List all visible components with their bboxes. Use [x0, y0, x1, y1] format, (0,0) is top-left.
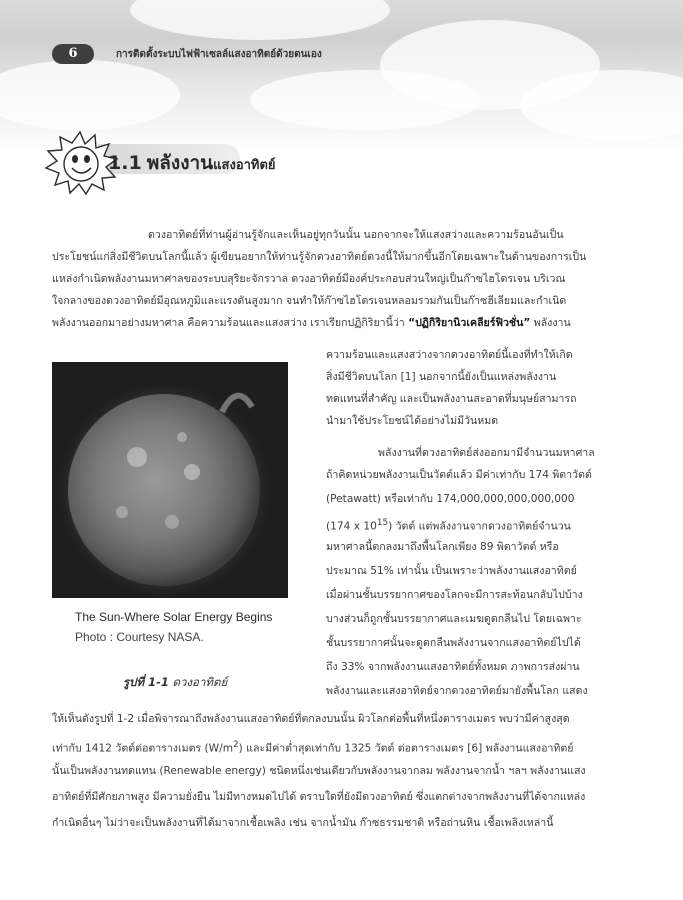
body-line: นำมาใช้ประโยชน์ได้อย่างไม่มีวันหมด [326, 415, 499, 427]
body-text: พลังงาน [530, 317, 571, 329]
body-line [52, 316, 571, 330]
body-line: ใจกลางของดวงอาทิตย์มีอุณหภูมิและแรงดันสูงมาก จนทำให้ก๊าซไฮโดรเจนหลอมรวมกันเป็นก๊าซฮีเลียมและกำเนิด [52, 295, 567, 307]
section-heading [108, 148, 276, 178]
photo-caption-credit: Photo : Courtesy NASA. [75, 630, 204, 644]
power-expression: (174 x 10 [326, 520, 377, 533]
section-title-large: พลังงาน [146, 152, 214, 174]
page-number: 6 [68, 46, 78, 61]
body-text: เท่ากับ 1412 วัตต์ต่อตารางเมตร (W/m [52, 742, 234, 755]
section-number: 1.1 [108, 152, 142, 174]
figure-title: ดวงอาทิตย์ [168, 675, 228, 689]
exponent: 15 [376, 518, 389, 528]
body-line: ชั้นบรรยากาศนั้นจะดูดกลืนพลังงานจากแสงอาทิตย์ไปได้ [326, 637, 581, 649]
running-title: การติดตั้งระบบไฟฟ้าเซลล์แสงอาทิตย์ด้วยตนเอง [116, 49, 322, 60]
body-line: ทดแทนที่สำคัญ และเป็นพลังงานสะอาดที่มนุษย์สามารถ [326, 393, 577, 405]
body-line: แหล่งกำเนิดพลังงานมหาศาลของระบบสุริยะจักรวาล ดวงอาทิตย์มีองค์ประกอบส่วนใหญ่เป็นก๊าซไฮโดรเจน บริเวณ [52, 273, 566, 285]
power-expression-close: ) [388, 520, 393, 533]
body-line: ประโยชน์แก่สิ่งมีชีวิตบนโลกนี้แล้ว ผู้เขียนอยากให้ท่านรู้จักดวงอาทิตย์ดวงนี้ให้มากขึ้นอีกโดยเฉพาะในด้านของการเป็น [52, 251, 587, 263]
body-line: ดวงอาทิตย์ที่ท่านผู้อ่านรู้จักและเห็นอยู่ทุกวันนั้น นอกจากจะให้แสงสว่างและความร้อนอันเป็น [148, 229, 564, 241]
body-line: ความร้อนและแสงสว่างจากดวงอาทิตย์นี้เองที่ทำให้เกิด [326, 349, 573, 361]
figure-label [123, 674, 227, 692]
section-title-small: แสงอาทิตย์ [213, 158, 276, 173]
cloud-shape [130, 0, 390, 40]
body-line: เมื่อผ่านชั้นบรรยากาศของโลกจะมีการสะท้อนกลับไปบ้าง [326, 589, 583, 601]
body-line [52, 738, 573, 756]
body-line: นั้นเป็นพลังงานทดแทน (Renewable energy) ชนิดหนึ่งเช่นเดียวกับพลังงานจากลม พลังงานจากน้ำ ฯลฯ พลังงานแสง [52, 765, 586, 777]
exponent: 2 [233, 740, 239, 750]
body-line [326, 516, 571, 534]
body-line: อาทิตย์ที่มีศักยภาพสูง มีความยั่งยืน ไม่มีทางหมดไปได้ ตราบใดที่ยังมีดวงอาทิตย์ ซึ่งแตกต่างจากพลังงานที่ได้จากแหล่ง [52, 791, 586, 803]
body-line: มหาศาลนี้ตกลงมาถึงพื้นโลกเพียง 89 พิตาวัตต์ หรือ [326, 541, 559, 553]
body-text: ) และมีค่าต่ำสุดเท่ากับ 1325 วัตต์ ต่อตารางเมตร [6] พลังงานแสงอาทิตย์ [238, 742, 574, 755]
cloud-shape [0, 60, 180, 130]
sun-photo [52, 362, 288, 598]
sun-image [52, 362, 288, 598]
body-line: สิ่งมีชีวิตบนโลก [1] นอกจากนี้ยังเป็นแหล่งพลังงาน [326, 371, 557, 383]
body-line: พลังงานและแสงอาทิตย์จากดวงอาทิตย์มายังพื้นโลก แสดง [326, 685, 588, 697]
body-line: พลังงานที่ดวงอาทิตย์ส่งออกมามีจำนวนมหาศาล [378, 447, 595, 459]
cloud-shape [250, 70, 480, 130]
body-text: วัตต์ แต่พลังงานจากดวงอาทิตย์จำนวน [395, 520, 571, 533]
body-line: บางส่วนก็ถูกชั้นบรรยากาศและเมฆดูดกลืนไป โดยเฉพาะ [326, 613, 582, 625]
body-line: ถ้าคิดหน่วยพลังงานเป็นวัตต์แล้ว มีค่าเท่ากับ 174 พิตาวัตต์ [326, 469, 592, 481]
body-line: ถึง 33% จากพลังงานแสงอาทิตย์ทั้งหมด ภาพการส่งผ่าน [326, 661, 580, 673]
body-line: ประมาณ 51% เท่านั้น เป็นเพราะว่าพลังงานแสงอาทิตย์ [326, 565, 577, 577]
body-line: ให้เห็นดังรูปที่ 1-2 เมื่อพิจารณาถึงพลังงานแสงอาทิตย์ที่ตกลงบนนั้น ผิวโลกต่อพื้นที่หนึ่งตารางเมตร พบว่ามีค่าสูงสุด [52, 713, 570, 725]
body-line: กำเนิดอื่นๆ ไม่ว่าจะเป็นพลังงานที่ได้มาจากเชื้อเพลิง เช่น จากน้ำมัน ก๊าซธรรมชาติ หรือถ่านหิน เชื้อเพลิงเหล่านี้ [52, 817, 554, 829]
photo-caption-title: The Sun-Where Solar Energy Begins [75, 610, 273, 624]
body-line: (Petawatt) หรือเท่ากับ 174,000,000,000,000,000 [326, 493, 575, 505]
figure-number: รูปที่ 1-1 [123, 675, 169, 689]
emphasis-term: “ปฏิกิริยานิวเคลียร์ฟิวชั่น” [408, 317, 531, 329]
body-text: พลังงานออกมาอย่างมหาศาล คือความร้อนและแสงสว่าง เราเรียกปฏิกิริยานี้ว่า [52, 317, 409, 329]
